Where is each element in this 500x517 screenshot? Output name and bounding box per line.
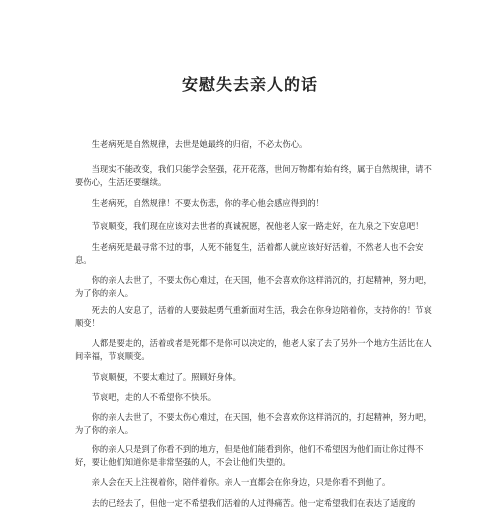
paragraph: 生老病死，自然规律！不要太伤悲，你的孝心他会感应得到的！: [75, 198, 324, 208]
paragraph: 人都是要走的，活着或者是死都不是你可以决定的，他老人家了去了另外一个地方生活比在人间幸福，节哀顺变。: [75, 338, 432, 361]
paragraph: 你的亲人去世了，不要太伤心难过，在天国，他不会喜欢你这样消沉的，打起精神，努力吧，为了你的亲人。: [75, 412, 432, 435]
paragraph: 节哀吧，走的人不希望你不快乐。: [75, 392, 217, 402]
paragraph: 去的已经去了，但他一定不希望我们活着的人过得痛苦。他一定希望我们在表达了适度的: [75, 498, 416, 508]
paragraph: 生老病死是最寻常不过的事，人死不能复生，活着都人就应该好好活着，不然老人也不会安息。: [75, 242, 424, 265]
paragraph: 亲人会在天上注视着你，陪伴着你。亲人一直都会在你身边，只是你看不到他了。: [75, 477, 391, 487]
paragraph: 你的亲人去世了，不要太伤心难过，在天国，他不会喜欢你这样消沉的，打起精神，努力吧，为了你的亲人。: [75, 275, 432, 298]
paragraph: 死去的人安息了，活着的人要鼓起勇气重新面对生活，我会在你身边陪着你，支持你的！节哀顺变！: [75, 305, 432, 328]
paragraph: 你的亲人只是到了你看不到的地方，但是他们能看到你，他们不希望因为他们而让你过得不好，要让他们知道你是非常坚强的人，不会让他们失望的。: [75, 444, 424, 467]
paragraph: 节哀顺变，我们现在应该对去世者的真诚祝愿，祝他老人家一路走好，在九泉之下安息吧！: [75, 221, 424, 231]
document-title: 安慰失去亲人的话: [181, 75, 318, 94]
paragraph: 生老病死是自然规律，去世是她最终的归宿，不必太伤心。: [75, 139, 308, 149]
paragraph: 当现实不能改变，我们只能学会坚强，花开花落，世间万物都有始有终，属于自然规律，请不要伤心，生活还要继续。: [75, 164, 432, 187]
paragraph: 节哀顺便，不要太难过了。照顾好身体。: [75, 372, 241, 382]
